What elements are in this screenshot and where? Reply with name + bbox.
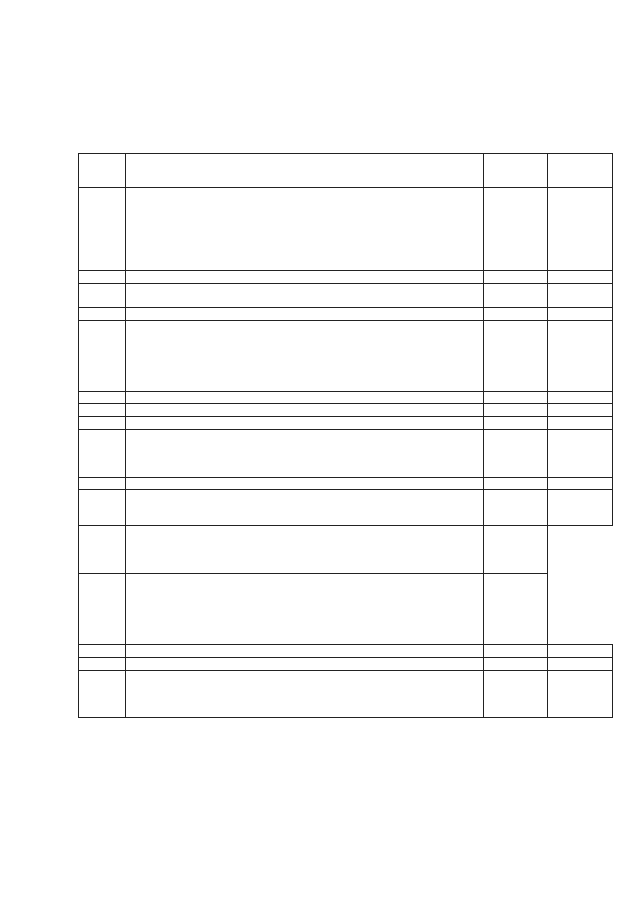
value-line xyxy=(487,706,544,718)
indicator-line xyxy=(129,200,480,212)
indicator-line xyxy=(129,490,480,502)
value-line xyxy=(551,404,609,416)
value-khakassia xyxy=(484,307,548,320)
value-khakassia xyxy=(484,490,548,526)
value-krasnoyarsk xyxy=(548,417,613,430)
value-line xyxy=(551,417,609,429)
table-row xyxy=(79,417,613,430)
value-line xyxy=(129,538,480,550)
row-number xyxy=(79,283,126,307)
row-number xyxy=(79,670,126,718)
indicator-line xyxy=(129,367,480,379)
table-row xyxy=(79,477,613,490)
value-line xyxy=(551,441,609,453)
value-line xyxy=(487,430,544,442)
value-line xyxy=(487,526,544,538)
value-line xyxy=(551,514,609,526)
row-number xyxy=(79,490,126,526)
value-line xyxy=(487,671,544,683)
value-line xyxy=(129,561,480,573)
table-row xyxy=(79,391,613,404)
indicator-line xyxy=(129,514,480,526)
value-line xyxy=(551,308,609,320)
value-line xyxy=(487,356,544,368)
value-line xyxy=(487,417,544,429)
value-line xyxy=(551,258,609,270)
value-krasnoyarsk xyxy=(548,188,613,271)
value-khakassia xyxy=(484,645,548,658)
row-indicator xyxy=(126,490,484,526)
value-line xyxy=(551,284,609,296)
value-krasnoyarsk xyxy=(548,645,613,658)
row-number xyxy=(79,188,126,271)
indicator-line xyxy=(129,502,480,514)
value-line xyxy=(129,586,480,598)
value-line xyxy=(487,574,544,586)
value-line xyxy=(551,321,609,333)
value-line xyxy=(487,367,544,379)
value-line xyxy=(551,465,609,477)
value-line xyxy=(487,550,544,562)
value-line xyxy=(129,609,480,621)
indicator-line xyxy=(82,574,122,586)
indicator-line xyxy=(82,538,122,550)
value-line xyxy=(551,367,609,379)
value-line xyxy=(551,645,609,657)
row-indicator xyxy=(126,188,484,271)
table-row xyxy=(79,657,613,670)
header-khakassia xyxy=(484,154,548,188)
value-line xyxy=(551,502,609,514)
value-line xyxy=(129,597,480,609)
value-krasnoyarsk xyxy=(484,526,548,574)
table-row xyxy=(79,283,613,307)
value-line xyxy=(487,502,544,514)
indicator-line xyxy=(82,597,122,609)
value-krasnoyarsk xyxy=(548,307,613,320)
value-line xyxy=(551,188,609,200)
value-line xyxy=(551,271,609,283)
row-indicator xyxy=(79,526,126,574)
value-krasnoyarsk xyxy=(548,670,613,718)
value-line xyxy=(551,223,609,235)
value-line xyxy=(487,538,544,550)
value-line xyxy=(551,671,609,683)
indicator-line xyxy=(129,379,480,391)
value-line xyxy=(487,645,544,657)
value-khakassia xyxy=(484,477,548,490)
value-line xyxy=(551,211,609,223)
value-khakassia xyxy=(484,670,548,718)
table-row xyxy=(79,307,613,320)
row-indicator xyxy=(126,477,484,490)
value-line xyxy=(487,271,544,283)
value-khakassia xyxy=(484,320,548,391)
indicator-line xyxy=(129,308,480,320)
value-khakassia xyxy=(484,270,548,283)
indicator-line xyxy=(129,356,480,368)
indicator-line xyxy=(129,211,480,223)
table-row xyxy=(79,574,613,645)
value-khakassia xyxy=(484,417,548,430)
row-number xyxy=(79,270,126,283)
indicator-line xyxy=(129,344,480,356)
indicator-line xyxy=(82,526,122,538)
row-number xyxy=(79,657,126,670)
value-line xyxy=(487,284,544,296)
value-krasnoyarsk xyxy=(548,283,613,307)
indicator-line xyxy=(129,453,480,465)
row-number xyxy=(79,645,126,658)
row-indicator xyxy=(126,429,484,477)
value-krasnoyarsk xyxy=(548,657,613,670)
indicator-line xyxy=(129,235,480,247)
header-row xyxy=(79,154,613,188)
header-num xyxy=(79,154,126,188)
value-krasnoyarsk xyxy=(548,404,613,417)
row-indicator xyxy=(126,670,484,718)
value-line xyxy=(551,490,609,502)
value-line xyxy=(551,344,609,356)
indicator-line xyxy=(82,586,122,598)
value-khakassia xyxy=(484,391,548,404)
table-row xyxy=(79,670,613,718)
value-line xyxy=(129,632,480,644)
row-number xyxy=(79,417,126,430)
table-row xyxy=(79,490,613,526)
indicator-line xyxy=(82,609,122,621)
value-line xyxy=(487,332,544,344)
value-line xyxy=(487,586,544,598)
value-krasnoyarsk xyxy=(548,490,613,526)
value-line xyxy=(487,453,544,465)
value-line xyxy=(487,258,544,270)
indicator-line xyxy=(129,404,480,416)
row-indicator xyxy=(126,270,484,283)
row-number xyxy=(79,477,126,490)
value-khakassia xyxy=(484,404,548,417)
value-line xyxy=(487,246,544,258)
row-indicator xyxy=(126,657,484,670)
value-line xyxy=(487,223,544,235)
value-line xyxy=(551,453,609,465)
value-line xyxy=(487,597,544,609)
indicator-line xyxy=(129,694,480,706)
indicator-line xyxy=(129,246,480,258)
indicator-line xyxy=(129,188,480,200)
value-line xyxy=(551,246,609,258)
row-indicator xyxy=(126,404,484,417)
value-line xyxy=(487,404,544,416)
value-line xyxy=(551,295,609,307)
value-line xyxy=(129,526,480,538)
indicator-line xyxy=(129,658,480,670)
indicator-line xyxy=(129,478,480,490)
value-khakassia xyxy=(126,526,484,574)
header-krasnoyarsk xyxy=(548,154,613,188)
value-line xyxy=(551,392,609,404)
value-krasnoyarsk xyxy=(548,320,613,391)
value-line xyxy=(129,574,480,586)
indicator-line xyxy=(129,417,480,429)
indicator-line xyxy=(129,645,480,657)
row-indicator xyxy=(126,391,484,404)
value-line xyxy=(487,441,544,453)
value-line xyxy=(551,430,609,442)
row-indicator xyxy=(126,320,484,391)
table-row xyxy=(79,526,613,574)
value-line xyxy=(487,621,544,633)
row-number xyxy=(79,404,126,417)
row-indicator xyxy=(79,574,126,645)
value-line xyxy=(551,658,609,670)
table-row xyxy=(79,645,613,658)
value-line xyxy=(487,200,544,212)
table-row xyxy=(79,188,613,271)
indicator-line xyxy=(129,682,480,694)
value-line xyxy=(487,490,544,502)
row-number xyxy=(79,307,126,320)
indicator-line xyxy=(82,561,122,573)
indicator-line xyxy=(129,441,480,453)
value-line xyxy=(487,478,544,490)
header-indicators xyxy=(126,154,484,188)
value-krasnoyarsk xyxy=(548,477,613,490)
value-krasnoyarsk xyxy=(548,391,613,404)
indicator-line xyxy=(129,284,480,296)
indicator-line xyxy=(129,392,480,404)
value-line xyxy=(487,308,544,320)
value-line xyxy=(551,235,609,247)
table-row xyxy=(79,429,613,477)
row-indicator xyxy=(126,417,484,430)
value-line xyxy=(487,561,544,573)
value-line xyxy=(551,682,609,694)
value-line xyxy=(551,706,609,718)
value-line xyxy=(129,550,480,562)
value-line xyxy=(487,609,544,621)
value-line xyxy=(129,621,480,633)
value-line xyxy=(487,658,544,670)
value-line xyxy=(487,632,544,644)
table-row xyxy=(79,320,613,391)
value-line xyxy=(487,295,544,307)
value-line xyxy=(487,514,544,526)
value-line xyxy=(551,356,609,368)
value-khakassia xyxy=(484,188,548,271)
row-number xyxy=(79,429,126,477)
value-line xyxy=(487,188,544,200)
value-line xyxy=(551,379,609,391)
value-khakassia xyxy=(484,657,548,670)
value-line xyxy=(487,235,544,247)
row-number xyxy=(79,391,126,404)
value-krasnoyarsk xyxy=(548,270,613,283)
value-line xyxy=(551,332,609,344)
value-line xyxy=(551,694,609,706)
value-line xyxy=(487,344,544,356)
table-row xyxy=(79,270,613,283)
value-line xyxy=(487,682,544,694)
value-line xyxy=(487,465,544,477)
value-line xyxy=(487,694,544,706)
indicator-line xyxy=(82,621,122,633)
table-row xyxy=(79,404,613,417)
row-indicator xyxy=(126,645,484,658)
indicator-line xyxy=(129,332,480,344)
indicators-table xyxy=(78,153,613,718)
indicator-line xyxy=(129,223,480,235)
value-khakassia xyxy=(484,283,548,307)
indicator-line xyxy=(82,632,122,644)
value-line xyxy=(487,392,544,404)
value-line xyxy=(487,321,544,333)
indicator-line xyxy=(82,550,122,562)
row-indicator xyxy=(126,307,484,320)
indicator-line xyxy=(129,258,480,270)
value-line xyxy=(551,200,609,212)
row-indicator xyxy=(126,283,484,307)
value-khakassia xyxy=(126,574,484,645)
indicator-line xyxy=(129,271,480,283)
indicator-line xyxy=(129,671,480,683)
value-line xyxy=(551,478,609,490)
indicator-line xyxy=(129,321,480,333)
value-line xyxy=(487,379,544,391)
value-krasnoyarsk xyxy=(548,429,613,477)
value-line xyxy=(487,211,544,223)
value-krasnoyarsk xyxy=(484,574,548,645)
row-number xyxy=(79,320,126,391)
value-khakassia xyxy=(484,429,548,477)
indicator-line xyxy=(129,430,480,442)
